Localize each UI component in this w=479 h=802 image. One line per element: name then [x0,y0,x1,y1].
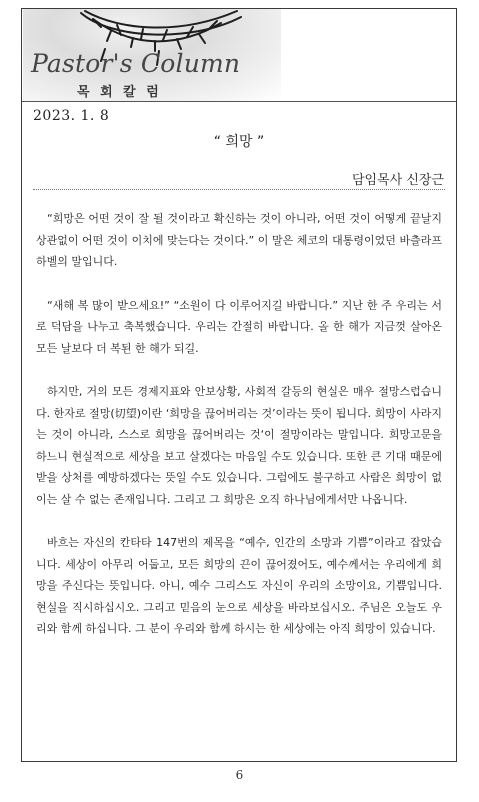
page-frame [21,8,457,762]
column-title: Pastor's Column [31,49,241,78]
article-title: “ 희망 ” [213,134,265,150]
header-divider [22,101,456,102]
paragraph: “새해 복 많이 받으세요!” “소원이 다 이루어지길 바랍니다.” 지난 한 주 우리는 서로 덕담을 나누고 축복했습니다. 우리는 간절히 바랍니다. 올 한 해가 지금껏 살아온 모든 날보다 더 복된 한 해가 되길. [36,298,442,355]
dotted-divider [33,189,445,190]
article-body [36,208,442,662]
article-date: 2023. 1. 8 [33,108,110,124]
column-header [22,9,456,101]
column-banner [23,9,281,101]
paragraph: 하지만, 거의 모든 경제지표와 안보상황, 사회적 갈등의 현실은 매우 절망스럽습니다. 한자로 절망(切望)이란 ‘희망을 끊어버리는 것’이라는 뜻이 됩니다. 희망이 사라지는 것이 아니라, 스스로 희망을 끊어버리는 것‘이 절망이라는 말입니다. 희망고문을 하느니 현실적으로 세상을 보고 살겠다는 마음일 수도 있습니다. 또한 큰 기대 때문에 받을 상처를 예방하겠다는 뜻일 수도 있습니다. 그럼에도 불구하고 사람은 희망이 없이는 살 수 없는 존재입니다. 그리고 그 희망은 오직 하나님에게서만 나옵니다. [36,385,442,506]
paragraph: 바흐는 자신의 칸타타 147번의 제목을 “예수, 인간의 소망과 기쁨”이라고 잡았습니다. 세상이 아무리 어둡고, 모든 희망의 끈이 끊어졌어도, 예수께서는 우리에게 희망을 주신다는 뜻입니다. 아니, 예수 그리스도 자신이 우리의 소망이요, 기쁨입니다. 현실을 직시하십시오. 그리고 믿음의 눈으로 세상을 바라보십시오. 주님은 오늘도 우리와 함께 하십니다. 그 분이 우리와 함께 하시는 한 세상에는 아직 희망이 있습니다. [36,536,442,635]
page-number: 6 [235,768,244,782]
article-author: 담임목사 신장근 [351,173,444,188]
paragraph: “희망은 어떤 것이 잘 될 것이라고 확신하는 것이 아니라, 어떤 것이 어떻게 끝날지 상관없이 어떤 것이 이치에 맞는다는 것이다.” 이 말은 체코의 대통령이었던 바츨라프 하벨의 말입니다. [36,212,442,268]
column-subtitle: 목 회 칼 럼 [77,85,162,100]
